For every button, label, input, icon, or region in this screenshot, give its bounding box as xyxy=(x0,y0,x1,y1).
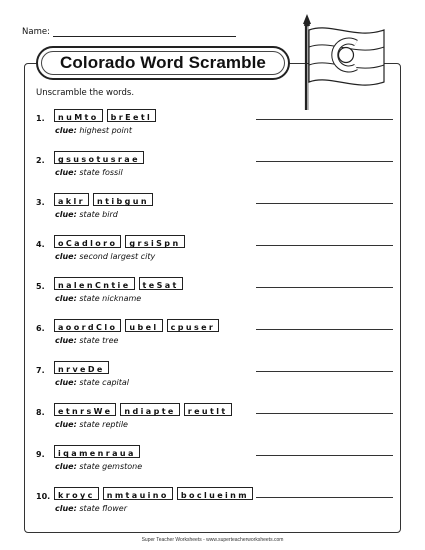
scrambled-words xyxy=(54,193,153,206)
scrambled-word-box: iqamenraua xyxy=(54,445,140,458)
clue-text: state flower xyxy=(79,504,127,513)
scramble-item xyxy=(36,151,396,193)
clue-text: state bird xyxy=(79,210,118,219)
scramble-item xyxy=(36,319,396,361)
clue-label: clue: xyxy=(55,126,77,135)
worksheet-title xyxy=(36,46,290,80)
scrambled-word-box: etnrsWe xyxy=(54,403,116,416)
answer-line[interactable] xyxy=(256,287,393,288)
scrambled-word-box: grsiSpn xyxy=(125,235,184,248)
answer-line[interactable] xyxy=(256,497,393,498)
scramble-item xyxy=(36,277,396,319)
clue-text: highest point xyxy=(79,126,132,135)
clue-label: clue: xyxy=(55,336,77,345)
scrambled-words xyxy=(54,403,232,416)
clue-label: clue: xyxy=(55,210,77,219)
clue xyxy=(55,168,123,177)
footer-credit: Super Teacher Worksheets - www.superteacherworksheets.com xyxy=(141,537,284,543)
scramble-item xyxy=(36,109,396,151)
clue-text: state gemstone xyxy=(79,462,143,471)
scrambled-word-box: aoordClo xyxy=(54,319,121,332)
item-number: 8. xyxy=(36,408,45,417)
item-number: 6. xyxy=(36,324,45,333)
scramble-item xyxy=(36,487,396,529)
answer-line[interactable] xyxy=(256,119,393,120)
clue-label: clue: xyxy=(55,420,77,429)
scrambled-word-box: teSat xyxy=(139,277,183,290)
scrambled-word-box: kroyc xyxy=(54,487,99,500)
answer-line[interactable] xyxy=(256,245,393,246)
scramble-item xyxy=(36,445,396,487)
item-number: 1. xyxy=(36,114,45,123)
clue xyxy=(55,252,155,261)
scramble-list xyxy=(36,109,396,529)
scrambled-words xyxy=(54,151,144,164)
clue-label: clue: xyxy=(55,462,77,471)
scrambled-words xyxy=(54,445,140,458)
scrambled-word-box: nalenCntie xyxy=(54,277,135,290)
answer-line[interactable] xyxy=(256,413,393,414)
scrambled-word-box: cpuser xyxy=(167,319,220,332)
scrambled-word-box: ntibgun xyxy=(93,193,153,206)
name-input-line[interactable] xyxy=(53,27,236,37)
clue-text: state reptile xyxy=(79,420,128,429)
scrambled-words xyxy=(54,361,109,374)
answer-line[interactable] xyxy=(256,329,393,330)
scrambled-word-box: oCadloro xyxy=(54,235,121,248)
scrambled-words xyxy=(54,487,253,500)
answer-line[interactable] xyxy=(256,455,393,456)
colorado-flag-icon xyxy=(296,10,386,110)
clue xyxy=(55,126,132,135)
scrambled-word-box: nuMto xyxy=(54,109,103,122)
scrambled-words xyxy=(54,319,219,332)
clue-text: state tree xyxy=(79,336,119,345)
clue-label: clue: xyxy=(55,378,77,387)
clue xyxy=(55,420,128,429)
clue xyxy=(55,462,142,471)
clue-label: clue: xyxy=(55,504,77,513)
scrambled-word-box: nrveDe xyxy=(54,361,109,374)
scramble-item xyxy=(36,403,396,445)
instructions-text: Unscramble the words. xyxy=(36,88,135,98)
clue xyxy=(55,210,118,219)
scramble-item xyxy=(36,235,396,277)
item-number: 4. xyxy=(36,240,45,249)
scrambled-word-box: ubel xyxy=(125,319,162,332)
clue xyxy=(55,294,141,303)
clue-text: state nickname xyxy=(79,294,142,303)
answer-line[interactable] xyxy=(256,371,393,372)
name-label: Name: xyxy=(22,27,50,37)
scrambled-words xyxy=(54,109,156,122)
item-number: 3. xyxy=(36,198,45,207)
item-number: 10. xyxy=(36,492,51,501)
title-text: Colorado Word Scramble xyxy=(60,53,266,72)
scramble-item xyxy=(36,361,396,403)
item-number: 9. xyxy=(36,450,45,459)
scrambled-word-box: aklr xyxy=(54,193,89,206)
answer-line[interactable] xyxy=(256,203,393,204)
clue xyxy=(55,378,129,387)
clue-label: clue: xyxy=(55,294,77,303)
clue xyxy=(55,336,118,345)
item-number: 7. xyxy=(36,366,45,375)
clue xyxy=(55,504,127,513)
clue-text: state capital xyxy=(79,378,130,387)
answer-line[interactable] xyxy=(256,161,393,162)
scrambled-words xyxy=(54,235,185,248)
scrambled-word-box: ndiapte xyxy=(120,403,179,416)
clue-text: state fossil xyxy=(79,168,123,177)
scrambled-word-box: boclueinm xyxy=(177,487,253,500)
clue-label: clue: xyxy=(55,168,77,177)
clue-label: clue: xyxy=(55,252,77,261)
scrambled-word-box: nmtauino xyxy=(103,487,173,500)
clue-text: second largest city xyxy=(79,252,156,261)
name-field-row xyxy=(22,27,236,37)
scrambled-words xyxy=(54,277,183,290)
scramble-item xyxy=(36,193,396,235)
scrambled-word-box: brEetl xyxy=(107,109,157,122)
item-number: 5. xyxy=(36,282,45,291)
item-number: 2. xyxy=(36,156,45,165)
scrambled-word-box: gsusotusrae xyxy=(54,151,144,164)
scrambled-word-box: reutlt xyxy=(184,403,232,416)
